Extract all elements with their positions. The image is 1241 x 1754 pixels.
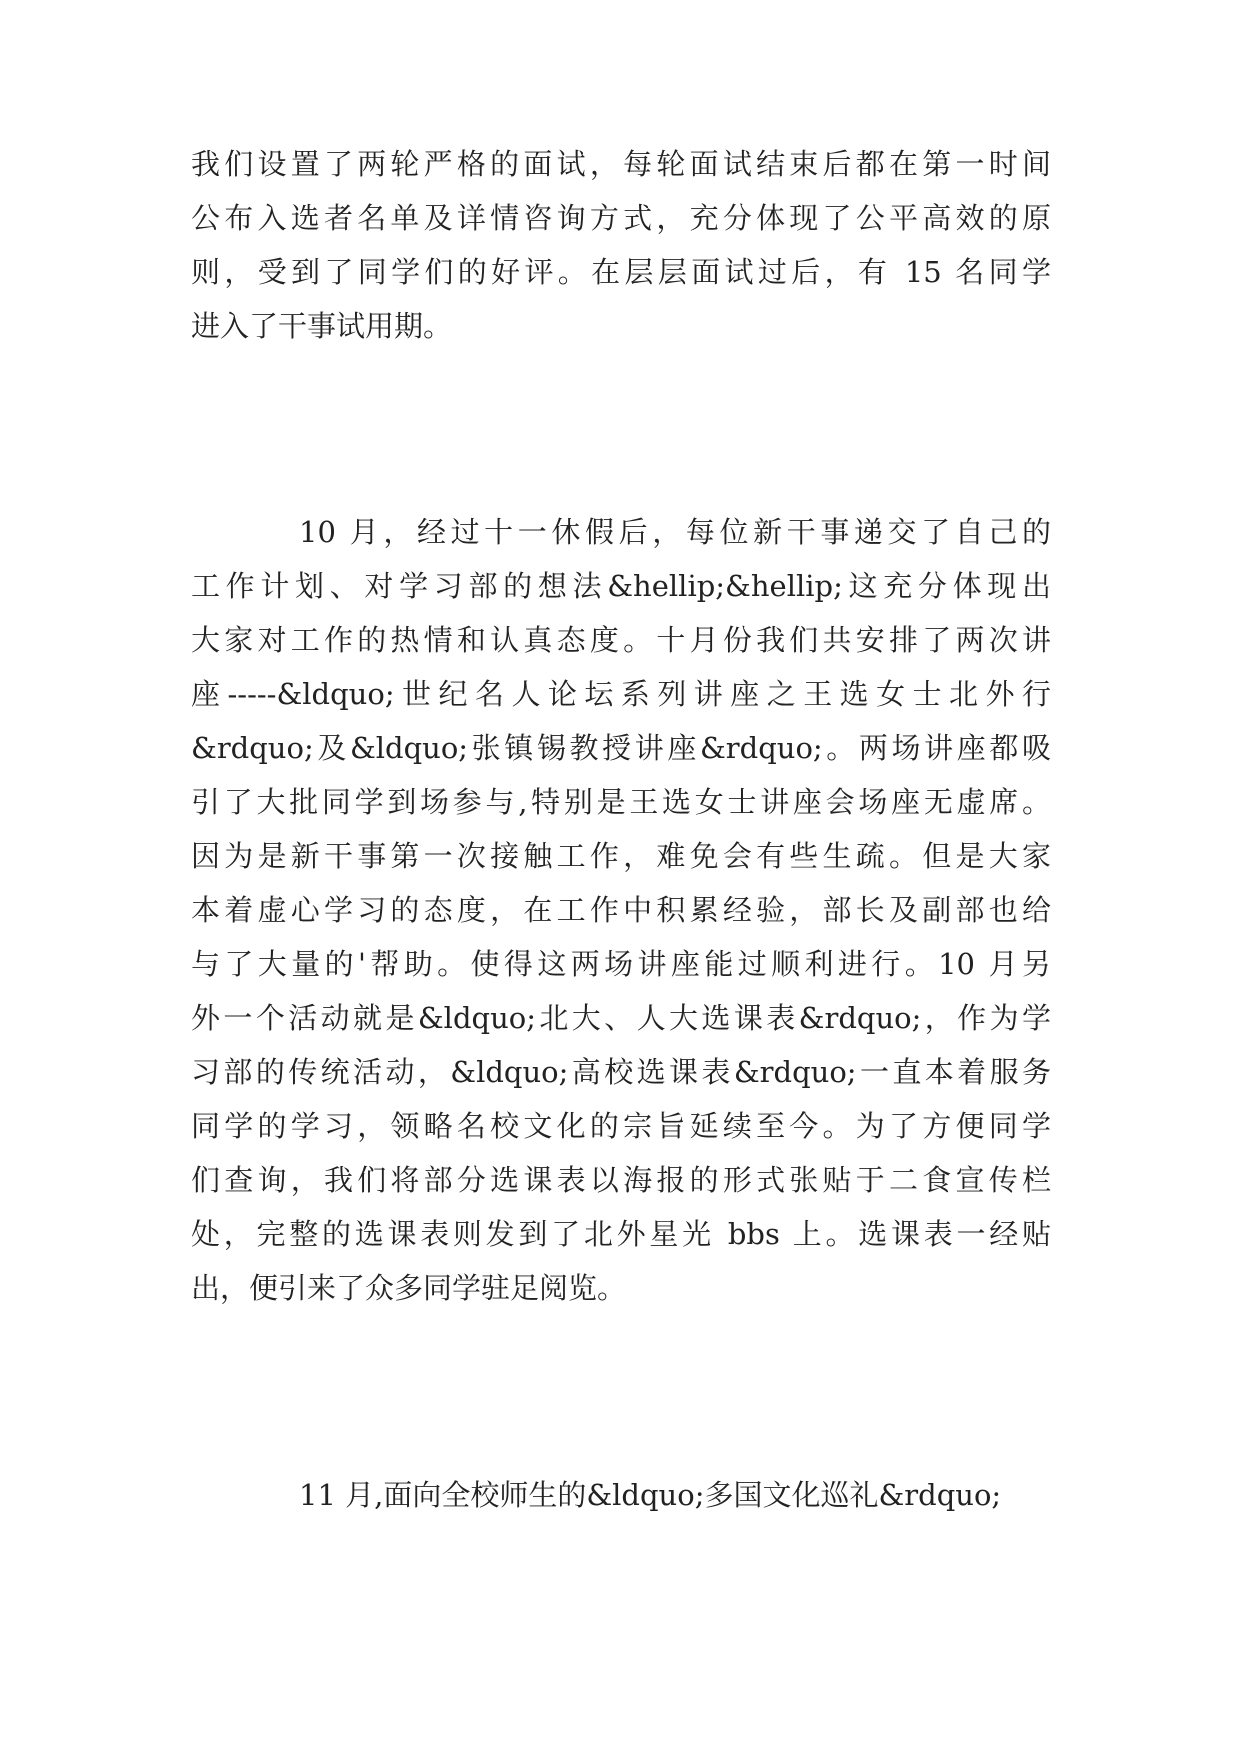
paragraph-1-line-3: 则，受到了同学们的好评。在层层面试过后，有 15 名同学: [191, 255, 1051, 289]
paragraph-3-line-1: 11 月,面向全校师生的&ldquo;多国文化巡礼&rdquo;: [299, 1478, 1002, 1512]
paragraph-2-line-6: 引了大批同学到场参与,特别是王选女士讲座会场座无虚席。: [191, 785, 1051, 819]
paragraph-2-line-9: 与了大量的'帮助。使得这两场讲座能过顺利进行。10 月另: [191, 947, 1051, 981]
paragraph-2-line-10: 外一个活动就是&ldquo;北大、人大选课表&rdquo;，作为学: [191, 1001, 1051, 1035]
paragraph-2-line-8: 本着虚心学习的态度，在工作中积累经验，部长及副部也给: [191, 893, 1051, 927]
paragraph-2-line-12: 同学的学习，领略名校文化的宗旨延续至今。为了方便同学: [191, 1109, 1051, 1143]
paragraph-2-line-1: 10 月，经过十一休假后，每位新干事递交了自己的: [299, 515, 1051, 549]
paragraph-1-line-2: 公布入选者名单及详情咨询方式，充分体现了公平高效的原: [191, 201, 1051, 235]
paragraph-1-line-1: 我们设置了两轮严格的面试，每轮面试结束后都在第一时间: [191, 147, 1051, 181]
paragraph-2-line-11: 习部的传统活动，&ldquo;高校选课表&rdquo;一直本着服务: [191, 1055, 1051, 1089]
paragraph-2-line-3: 大家对工作的热情和认真态度。十月份我们共安排了两次讲: [191, 623, 1051, 657]
paragraph-2-line-2: 工作计划、对学习部的想法&hellip;&hellip;这充分体现出: [191, 569, 1051, 603]
paragraph-2-line-14: 处，完整的选课表则发到了北外星光 bbs 上。选课表一经贴: [191, 1217, 1051, 1251]
paragraph-1-line-4: 进入了干事试用期。: [191, 309, 453, 343]
paragraph-2-line-5: &rdquo;及&ldquo;张镇锡教授讲座&rdquo;。两场讲座都吸: [191, 731, 1051, 765]
paragraph-2-line-4: 座-----&ldquo;世纪名人论坛系列讲座之王选女士北外行: [191, 677, 1051, 711]
paragraph-2-line-7: 因为是新干事第一次接触工作，难免会有些生疏。但是大家: [191, 839, 1051, 873]
paragraph-2-line-13: 们查询，我们将部分选课表以海报的形式张贴于二食宣传栏: [191, 1163, 1051, 1197]
paragraph-2-line-15: 出，便引来了众多同学驻足阅览。: [191, 1271, 627, 1305]
